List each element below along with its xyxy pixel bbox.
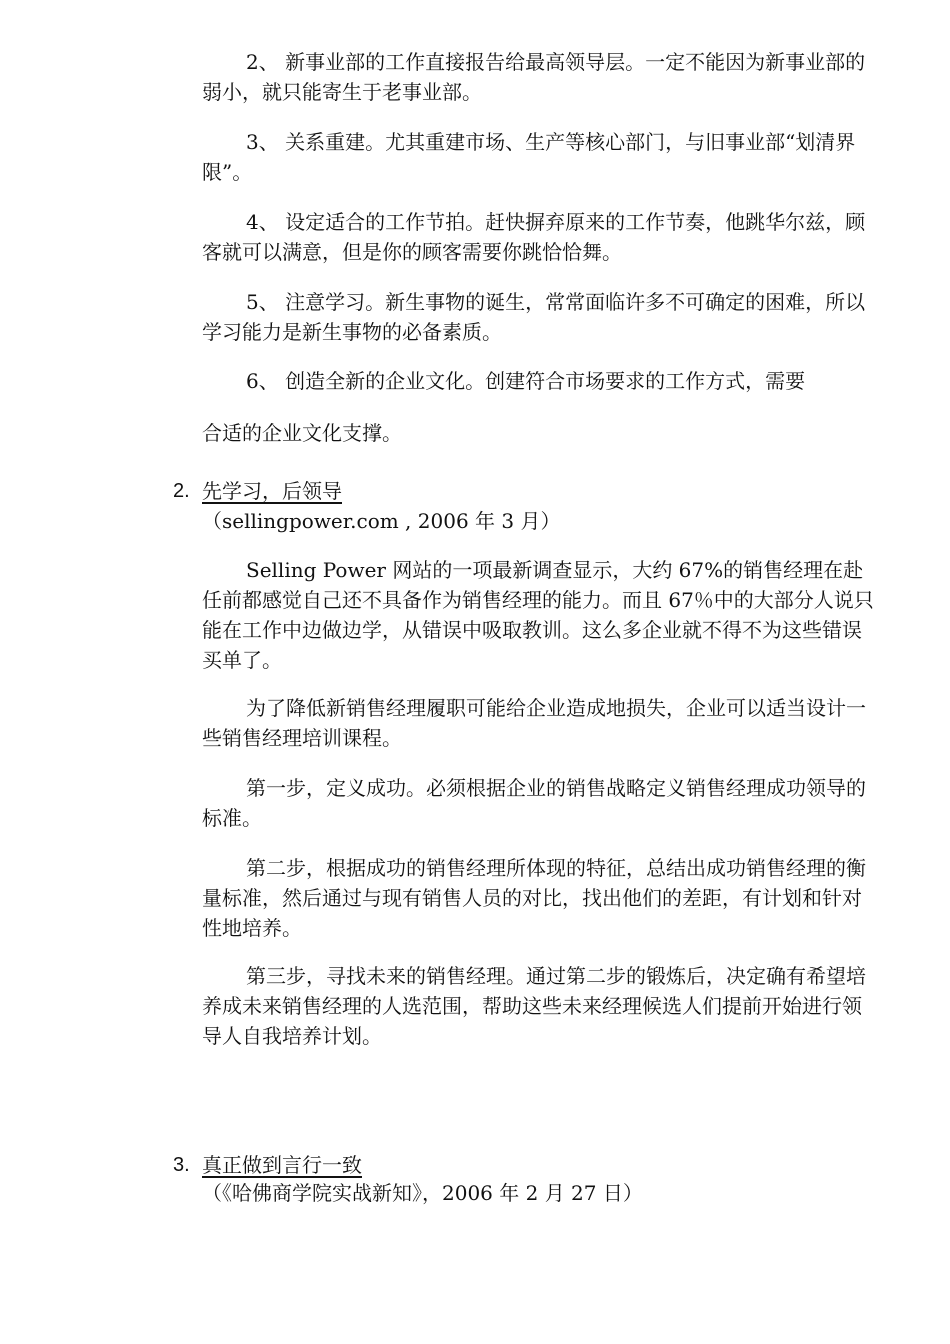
list-item-2: 2、 新事业部的工作直接报告给最高领导层。一定不能因为新事业部的弱小，就只能寄生于老事业部。 xyxy=(202,50,866,104)
paragraph: 第二步，根据成功的销售经理所体现的特征，总结出成功销售经理的衡量标准，然后通过与现有销售人员的对比，找出他们的差距，有计划和针对性地培养。 xyxy=(202,856,866,940)
list-item-5: 5、 注意学习。新生事物的诞生，常常面临许多不可确定的困难，所以学习能力是新生事物的必备素质。 xyxy=(202,290,866,344)
paragraph: Selling Power 网站的一项最新调查显示，大约 67%的销售经理在赴任前都感觉自己还不具备作为销售经理的能力。而且 67％中的大部分人说只能在工作中边做边学，从错误中吸取教训。这么多企业就不得不为这些错误买单了。 xyxy=(202,558,874,672)
list-item-3: 3、 关系重建。尤其重建市场、生产等核心部门，与旧事业部“划清界限”。 xyxy=(202,130,856,184)
paragraph: 为了降低新销售经理履职可能给企业造成地损失，企业可以适当设计一些销售经理培训课程。 xyxy=(202,696,866,750)
section-title: 先学习，后领导 xyxy=(202,479,342,503)
section-heading xyxy=(202,476,342,506)
list-item-6-continued: 合适的企业文化支撑。 xyxy=(202,421,402,445)
section-source: （《哈佛商学院实战新知》，2006 年 2 月 27 日） xyxy=(202,1181,643,1205)
list-item-6: 6、 创造全新的企业文化。创建符合市场要求的工作方式，需要 xyxy=(246,369,806,393)
paragraph: 第一步，定义成功。必须根据企业的销售战略定义销售经理成功领导的标准。 xyxy=(202,776,866,830)
paragraph: 第三步，寻找未来的销售经理。通过第二步的锻炼后，决定确有希望培养成未来销售经理的人选范围，帮助这些未来经理候选人们提前开始进行领导人自我培养计划。 xyxy=(202,964,866,1048)
section-title: 真正做到言行一致 xyxy=(202,1153,362,1177)
section-number: 3. xyxy=(173,1154,190,1176)
list-item-4: 4、 设定适合的工作节拍。赶快摒弃原来的工作节奏，他跳华尔兹，顾客就可以满意，但是你的顾客需要你跳恰恰舞。 xyxy=(202,210,866,264)
section-number: 2. xyxy=(173,480,190,502)
section-heading xyxy=(202,1150,362,1180)
section-source: （sellingpower.com , 2006 年 3 月） xyxy=(202,509,561,533)
